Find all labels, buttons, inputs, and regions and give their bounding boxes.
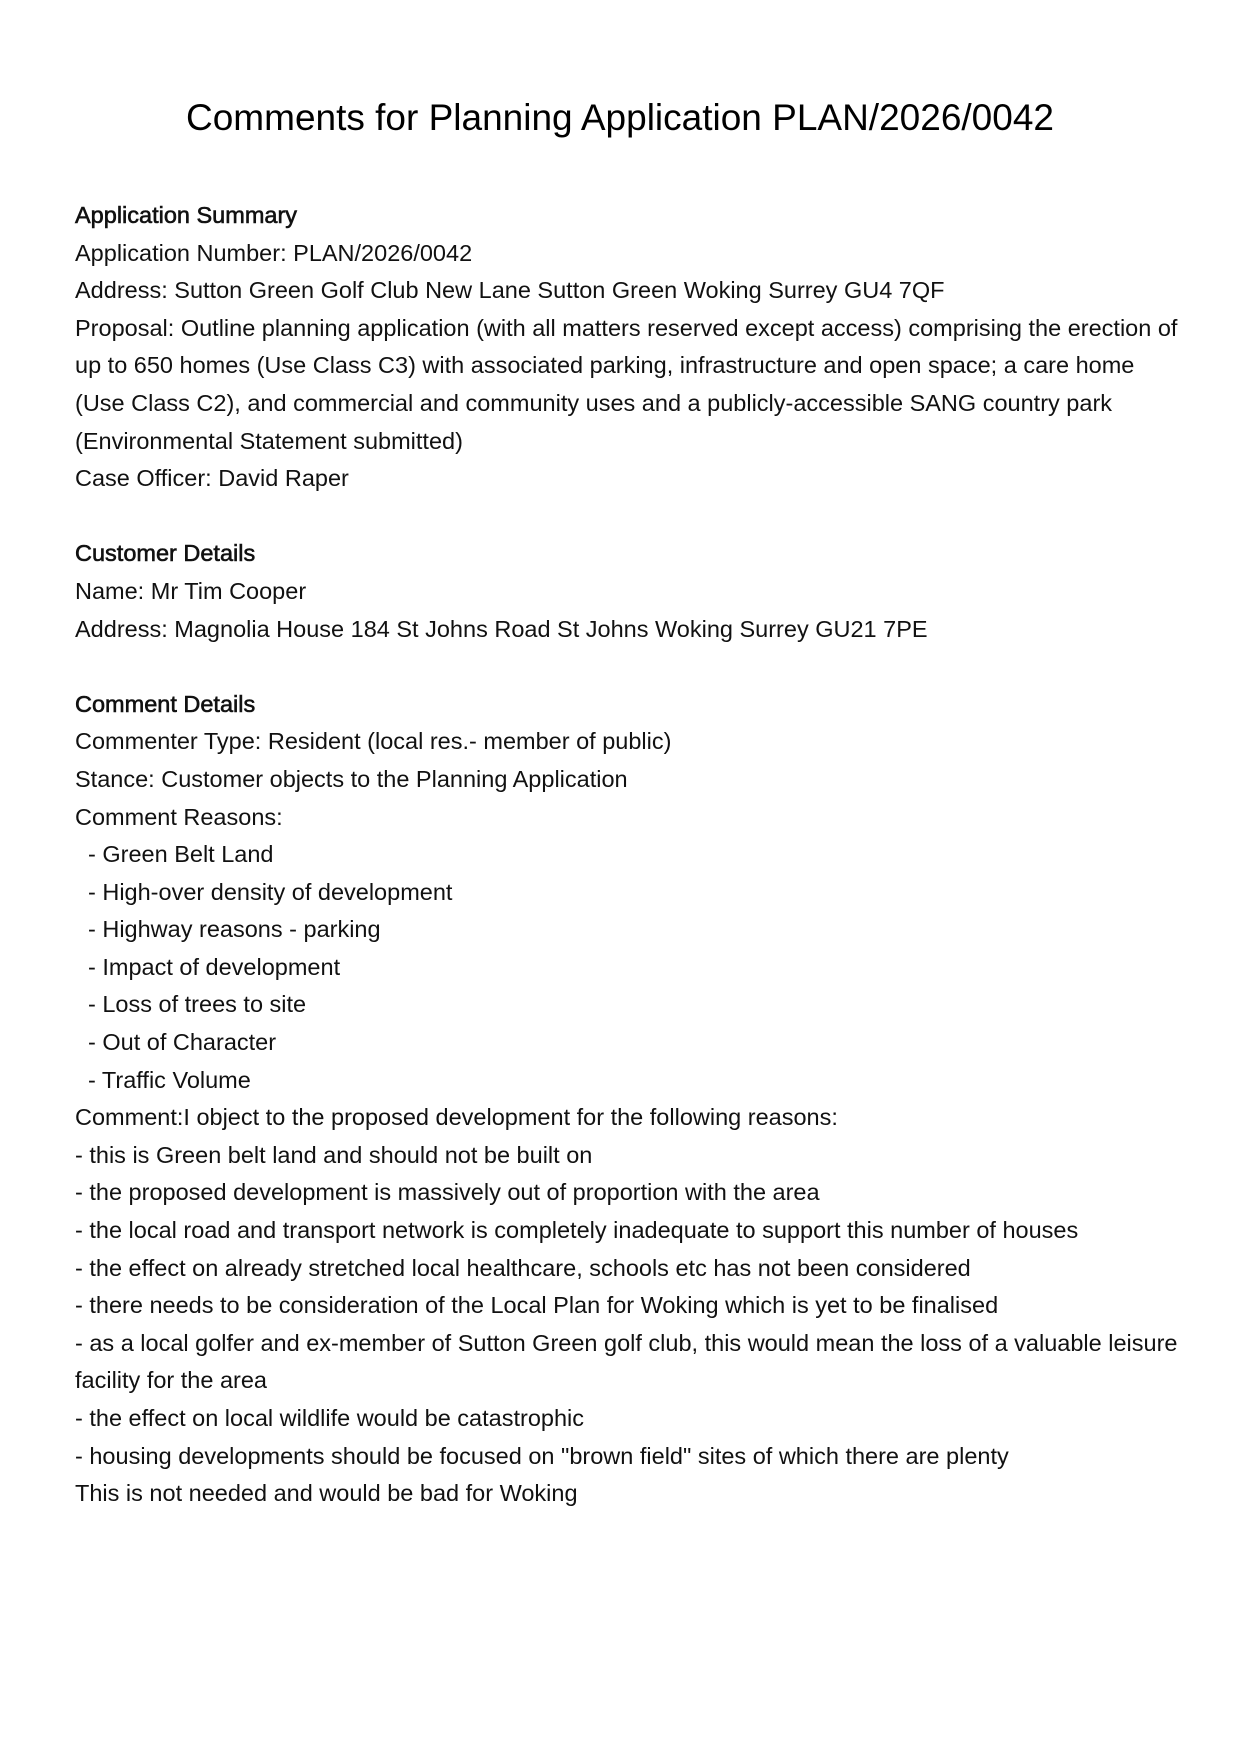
comment-reason-item: - Highway reasons - parking: [88, 916, 381, 943]
comment-point: - the effect on already stretched local healthcare, schools etc has not been considered: [75, 1254, 971, 1281]
page-title: Comments for Planning Application PLAN/2026/0042: [186, 97, 1054, 138]
application-address-label: Address:: [75, 277, 168, 304]
stance-line: [75, 761, 1185, 799]
comment-reason-item: - Loss of trees to site: [88, 991, 307, 1018]
application-summary-heading: Application Summary: [75, 202, 298, 228]
stance-label: Stance:: [75, 765, 155, 792]
comment-reason-item: - Green Belt Land: [88, 841, 274, 868]
application-number-value: PLAN/2026/0042: [293, 239, 473, 266]
proposal-line: [75, 310, 1185, 460]
customer-address-value: Magnolia House 184 St Johns Road St Johns Woking Surrey GU21 7PE: [174, 615, 928, 642]
commenter-type-value: Resident (local res.- member of public): [267, 728, 672, 755]
comment-reason-item: - High-over density of development: [88, 878, 453, 905]
proposal-value: Outline planning application (with all matters reserved except access) comprising the erection of up to 650 homes (Use Class C3) with associated parking, infrastructure and open space; a care home (Use Class C2), and commercial and community uses and a publicly-accessible SANG country park (Environmental Statement submitted): [75, 314, 1178, 454]
customer-name-line: [75, 573, 1185, 611]
comment-point: - housing developments should be focused on "brown field" sites of which there are plenty: [75, 1442, 1009, 1469]
comment-reason-item: - Out of Character: [88, 1029, 277, 1056]
comment-point: - there needs to be consideration of the Local Plan for Woking which is yet to be finalised: [75, 1292, 999, 1319]
comment-reasons-label: Comment Reasons:: [75, 803, 283, 830]
customer-address-label: Address:: [75, 615, 168, 642]
customer-details-heading: Customer Details: [75, 540, 256, 567]
comment-point: - the effect on local wildlife would be catastrophic: [75, 1405, 585, 1431]
comment-points-list: [75, 1137, 1185, 1475]
comment-reason-item: - Impact of development: [88, 953, 341, 980]
comment-point: - the proposed development is massively out of proportion with the area: [75, 1179, 820, 1206]
comment-label: Comment:: [75, 1104, 184, 1131]
customer-name-label: Name:: [75, 577, 145, 604]
case-officer-value: David Raper: [218, 465, 349, 492]
application-number-line: [75, 235, 1185, 273]
comment-intro: I object to the proposed development for the following reasons:: [183, 1104, 838, 1131]
comment-reasons-list: [75, 836, 1185, 1099]
comment-point: - the local road and transport network is completely inadequate to support this number of houses: [75, 1217, 1079, 1244]
comment-details-section: [75, 686, 1185, 1513]
comment-reason-item: - Traffic Volume: [88, 1066, 251, 1093]
application-number-label: Application Number:: [75, 239, 287, 266]
comment-intro-line: [75, 1099, 1185, 1137]
comment-point: - this is Green belt land and should not be built on: [75, 1141, 593, 1168]
customer-name-value: Mr Tim Cooper: [150, 577, 307, 604]
comment-closing: This is not needed and would be bad for Woking: [75, 1480, 578, 1507]
case-officer-label: Case Officer:: [75, 465, 212, 492]
comment-details-heading: Comment Details: [75, 690, 256, 717]
proposal-label: Proposal:: [75, 314, 175, 341]
comment-point: - as a local golfer and ex-member of Sutton Green golf club, this would mean the loss of a valuable leisure facility for the area: [75, 1329, 1178, 1394]
document-body: [75, 197, 1185, 1513]
case-officer-line: [75, 460, 1185, 498]
customer-address-line: [75, 611, 1185, 649]
commenter-type-label: Commenter Type:: [75, 728, 262, 755]
application-address-value: Sutton Green Golf Club New Lane Sutton Green Woking Surrey GU4 7QF: [174, 277, 945, 304]
stance-value: Customer objects to the Planning Application: [161, 765, 628, 792]
application-address-line: [75, 272, 1185, 310]
application-summary-section: [75, 197, 1185, 498]
customer-details-section: [75, 535, 1185, 648]
commenter-type-line: [75, 723, 1185, 761]
